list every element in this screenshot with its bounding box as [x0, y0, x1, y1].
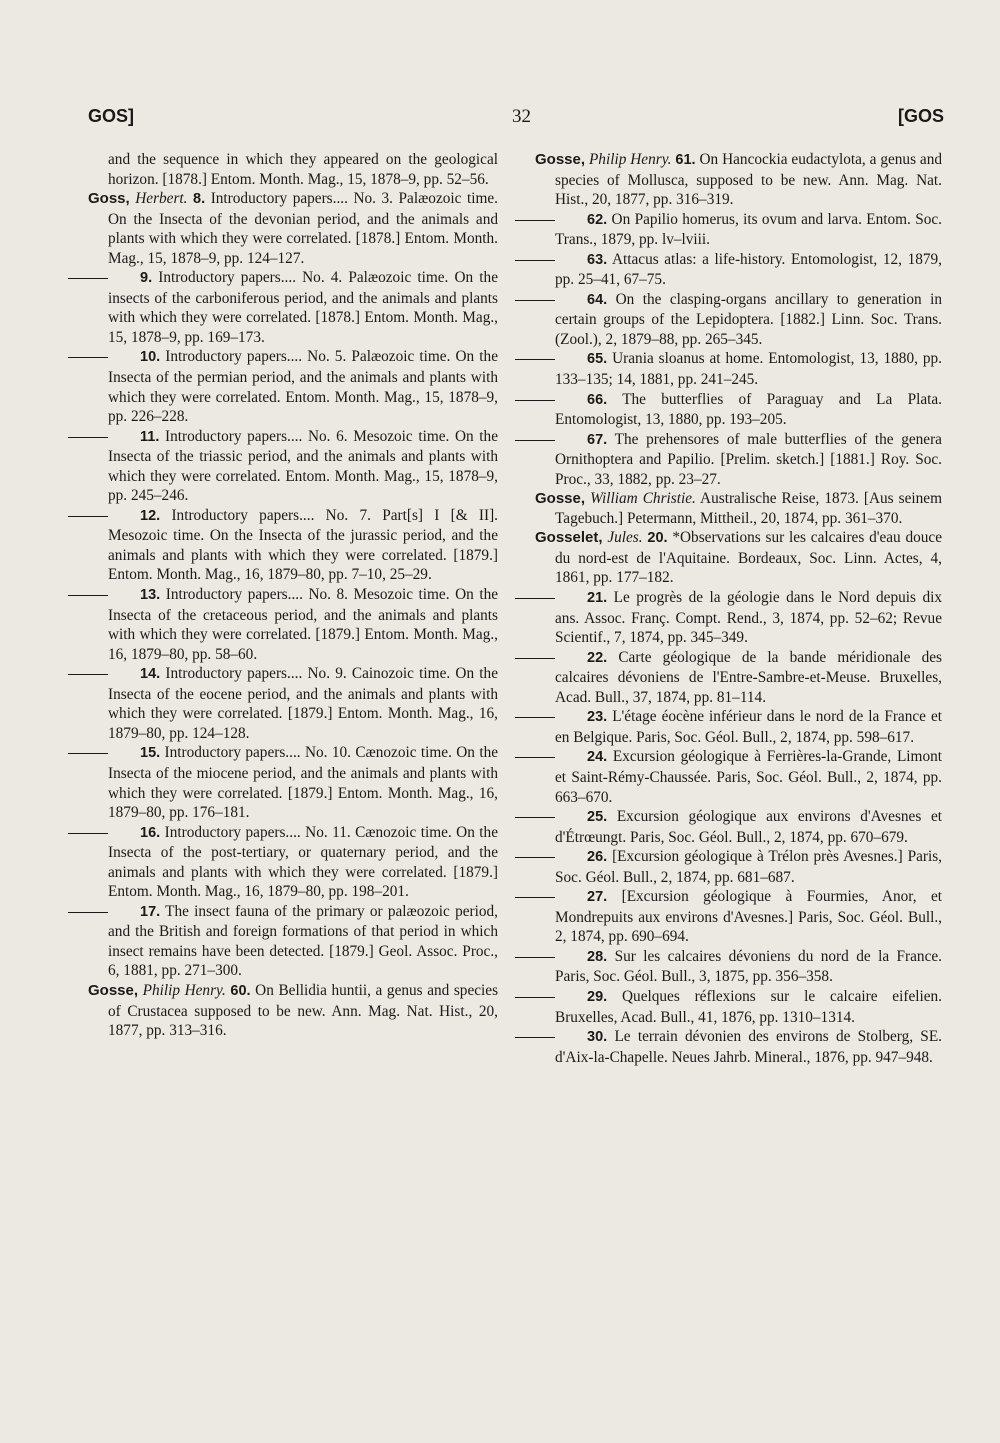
entry-text: Introductory papers.... No. 6. Mesozoic time. On the Insecta of the triassic period, and the animals and plants with which they were correlated. Entom. Month. Mag., 15, 1878–9, pp. 245–246. [108, 427, 498, 505]
bibliography-entry [88, 189, 498, 268]
bibliography-entry [535, 349, 942, 389]
entry-text: On Hancockia eudactylota, a genus and species of Mollusca, supposed to be new. Ann. Mag. Nat. Hist., 20, 1877, pp. 316–319. [555, 151, 943, 209]
bibliography-entry [535, 847, 942, 887]
author-surname: Gosselet, [535, 529, 603, 547]
ditto-dash [88, 585, 140, 605]
entry-text: *Observations sur les calcaires d'eau douce du nord-est de l'Aquitaine. Bordeaux, Soc. Linn. Actes, 4, 1861, pp. 177–182. [555, 529, 943, 587]
author-given-name: Philip Henry. [142, 981, 226, 999]
entry-text: Carte géologique de la bande méridionale des calcaires dévoniens de l'Entre-Sambre-et-Meuse. Bruxelles, Acad. Bull., 37, 1874, pp. 81–114. [555, 648, 942, 706]
ditto-dash [535, 430, 587, 450]
entry-number: 67. [587, 431, 608, 448]
bibliography-entry [88, 150, 498, 189]
entry-number: 62. [587, 211, 608, 228]
entry-text: Sur les calcaires dévoniens du nord de la France. Paris, Soc. Géol. Bull., 3, 1875, pp. 356–358. [555, 947, 942, 986]
entry-number: 30. [587, 1029, 608, 1046]
entry-number: 15. [140, 745, 161, 762]
running-head-right: [GOS [898, 106, 945, 126]
entry-number: 22. [587, 649, 608, 666]
entry-text: Introductory papers.... No. 4. Palæozoic time. On the insects of the carboniferous period, and the animals and plants with which they were correlated. [1878.] Entom. Month. Mag., 15, 1878–9, pp. 169–173. [108, 269, 498, 346]
entry-number: 8. [193, 191, 206, 208]
ditto-dash [88, 823, 140, 843]
ditto-dash [535, 1027, 587, 1047]
ditto-dash [88, 347, 140, 367]
ditto-dash [535, 390, 587, 410]
ditto-dash [535, 707, 587, 727]
ditto-dash [535, 887, 587, 907]
bibliography-entry [535, 947, 942, 987]
bibliography-entry [88, 427, 498, 506]
entry-text: Excursion géologique à Ferrières-la-Grande, Limont et Saint-Rémy-Chaussée. Paris, Soc. Géol. Bull., 2, 1874, pp. 663–670. [555, 748, 942, 806]
bibliography-entry [535, 528, 942, 588]
bibliography-entry [88, 506, 498, 585]
entry-number: 13. [140, 587, 161, 604]
bibliography-entry [88, 902, 498, 981]
bibliography-entry [88, 347, 498, 426]
entry-number: 25. [587, 809, 608, 826]
ditto-dash [88, 743, 140, 763]
bibliography-entry [535, 1027, 942, 1067]
bibliography-entry [535, 887, 942, 947]
entry-number: 11. [140, 428, 160, 445]
entry-text: Introductory papers.... No. 10. Cænozoic time. On the Insecta of the miocene period, and the animals and plants with which they were correlated. [1879.] Entom. Month. Mag., 16, 1879–80, pp. 176–181. [108, 744, 499, 822]
entry-number: 17. [140, 903, 161, 920]
author-given-name: Jules. [607, 529, 643, 547]
ditto-dash [535, 987, 587, 1007]
ditto-dash [535, 648, 587, 668]
ditto-dash [535, 947, 587, 967]
entry-number: 16. [140, 824, 161, 841]
bibliography-entry [88, 268, 498, 347]
entry-text: Introductory papers.... No. 3. Palæozoic time. On the Insecta of the devonian period, and the animals and plants with which they were correlated. [1878.] Entom. Month. Mag., 15, 1878–9, pp. 124–127. [108, 190, 498, 267]
bibliography-entry [535, 489, 942, 528]
ditto-dash [88, 427, 140, 447]
entry-number: 21. [587, 590, 608, 607]
entry-number: 26. [587, 849, 608, 866]
entry-number: 20. [647, 530, 668, 547]
bibliography-entry [535, 430, 942, 490]
bibliography-entry [535, 290, 942, 350]
page-number: 32 [512, 106, 531, 127]
bibliography-entry [88, 981, 498, 1041]
ditto-dash [535, 807, 587, 827]
entry-number: 61. [675, 152, 696, 168]
bibliography-entry [535, 150, 942, 210]
entry-text: On the clasping-organs ancillary to generation in certain groups of the Lepidoptera. [1882.] Linn. Soc. Trans. (Zool.), 2, 1879–88, pp. 265–345. [555, 290, 942, 348]
author-surname: Gosse, [535, 151, 586, 168]
ditto-dash [535, 210, 587, 230]
entry-text: Quelques réflexions sur le calcaire eifelien. Bruxelles, Acad. Bull., 41, 1876, pp. 1310–1314. [555, 987, 942, 1026]
entry-text: Urania sloanus at home. Entomologist, 13, 1880, pp. 133–135; 14, 1881, pp. 241–245. [555, 350, 942, 389]
entry-text: Australische Reise, 1873. [Aus seinem Tagebuch.] Petermann, Mittheil., 20, 1874, pp. 361–370. [555, 490, 942, 527]
author-surname: Gosse, [535, 490, 586, 508]
author-given-name: Philip Henry. [588, 151, 672, 168]
entry-text: Excursion géologique aux environs d'Avesnes et d'Étrœungt. Paris, Soc. Géol. Bull., 2, 1874, pp. 670–679. [555, 808, 942, 846]
ditto-dash [535, 250, 587, 270]
entry-text: L'étage éocène inférieur dans le nord de la France et en Belgique. Paris, Soc. Géol. Bull., 2, 1874, pp. 598–617. [555, 708, 942, 746]
entry-text: Introductory papers.... No. 9. Cainozoic time. On the Insecta of the eocene period, and the animals and plants with which they were correlated. [1879.] Entom. Month. Mag., 16, 1879–80, pp. 124–128. [108, 665, 498, 742]
entry-text: Le progrès de la géologie dans le Nord depuis dix ans. Assoc. Franç. Compt. Rend., 3, 1874, pp. 52–62; Revue Scientif., 7, 1874, pp. 345–349. [555, 589, 942, 647]
bibliography-entry [88, 823, 498, 902]
entry-number: 14. [140, 666, 161, 683]
entry-number: 12. [140, 507, 161, 524]
bibliography-entry [535, 747, 942, 807]
entry-text: On Papilio homerus, its ovum and larva. Entom. Soc. Trans., 1879, pp. lv–lviii. [555, 210, 942, 249]
entry-text: Le terrain dévonien des environs de Stolberg, SE. d'Aix-la-Chapelle. Neues Jahrb. Mineral., 1876, pp. 947–948. [555, 1028, 942, 1066]
entry-number: 65. [587, 351, 608, 368]
entry-number: 66. [587, 391, 608, 408]
author-given-name: William Christie. [590, 490, 696, 508]
author-given-name: Herbert. [135, 190, 188, 208]
bibliography-entry [535, 707, 942, 747]
entry-text: The insect fauna of the primary or palæozoic period, and the British and foreign formations of that period in which insect remains have been detected. [1879.] Geol. Assoc. Proc., 6, 1881, pp. 271–300. [108, 902, 498, 980]
bibliography-entry [535, 390, 942, 430]
running-head-left: GOS] [88, 106, 135, 126]
entry-number: 24. [587, 749, 608, 766]
bibliography-entry [535, 588, 942, 648]
bibliography-entry [535, 250, 942, 290]
entry-text: Introductory papers.... No. 5. Palæozoic time. On the Insecta of the permian period, and the animals and plants with which they were correlated. Entom. Month. Mag., 15, 1878–9, pp. 226–228. [108, 348, 498, 426]
entry-text: Introductory papers.... No. 7. Part[s] I [& II]. Mesozoic time. On the Insecta of the jurassic period, and the animals and plants with which they were correlated. [1879.] Entom. Month. Mag., 16, 1879–80, pp. 7–10, 25–29. [108, 506, 499, 584]
entry-number: 64. [587, 291, 608, 308]
ditto-dash [535, 290, 587, 310]
entry-text: Introductory papers.... No. 8. Mesozoic time. On the Insecta of the cretaceous period, and the animals and plants with which they were correlated. [1879.] Entom. Month. Mag., 16, 1879–80, pp. 58–60. [108, 586, 499, 663]
entry-number: 9. [140, 270, 153, 287]
bibliography-entry [535, 210, 942, 250]
entry-text: Attacus atlas: a life-history. Entomologist, 12, 1879, pp. 25–41, 67–75. [555, 250, 942, 289]
ditto-dash [88, 506, 140, 526]
bibliography-entry [88, 664, 498, 743]
ditto-dash [535, 349, 587, 369]
entry-text: [Excursion géologique à Fourmies, Anor, et Mondrepuits aux environs d'Avesnes.] Paris, Soc. Géol. Bull., 2, 1874, pp. 690–694. [555, 888, 942, 946]
entry-text: The butterflies of Paraguay and La Plata. Entomologist, 13, 1880, pp. 193–205. [555, 390, 942, 429]
ditto-dash [535, 588, 587, 608]
entry-number: 10. [140, 349, 161, 366]
entry-number: 28. [587, 948, 608, 965]
author-surname: Gosse, [88, 981, 139, 999]
left-column [88, 150, 498, 1041]
ditto-dash [535, 847, 587, 867]
entry-text: Introductory papers.... No. 11. Cænozoic time. On the Insecta of the post-tertiary, or quaternary period, and the animals and plants with which they were correlated. [1879.] Entom. Month. Mag., 16, 1879–80, pp. 198–201. [108, 823, 498, 901]
ditto-dash [535, 747, 587, 767]
entry-number: 63. [587, 251, 608, 268]
bibliography-entry [88, 585, 498, 664]
entry-text: and the sequence in which they appeared on the geological horizon. [1878.] Entom. Month. Mag., 15, 1878–9, pp. 52–56. [108, 151, 498, 188]
entry-text: [Excursion géologique à Trélon près Avesnes.] Paris, Soc. Géol. Bull., 2, 1874, pp. 681–687. [555, 848, 942, 886]
entry-number: 23. [587, 709, 608, 726]
ditto-dash [88, 664, 140, 684]
bibliography-entry [88, 743, 498, 822]
ditto-dash [88, 902, 140, 922]
entry-text: On Bellidia huntii, a genus and species of Crustacea supposed to be new. Ann. Mag. Nat. Hist., 20, 1877, pp. 313–316. [108, 981, 499, 1040]
entry-text: The prehensores of male butterflies of the genera Ornithoptera and Papilio. [Prelim. sketch.] [1881.] Roy. Soc. Proc., 33, 1882, pp. 23–27. [555, 430, 942, 488]
bibliography-entry [535, 987, 942, 1027]
bibliography-entry [535, 807, 942, 847]
ditto-dash [88, 268, 140, 288]
entry-number: 60. [230, 982, 251, 999]
entry-number: 27. [587, 889, 608, 906]
author-surname: Goss, [88, 190, 130, 208]
entry-number: 29. [587, 988, 608, 1005]
bibliography-entry [535, 648, 942, 708]
right-column [535, 150, 942, 1067]
